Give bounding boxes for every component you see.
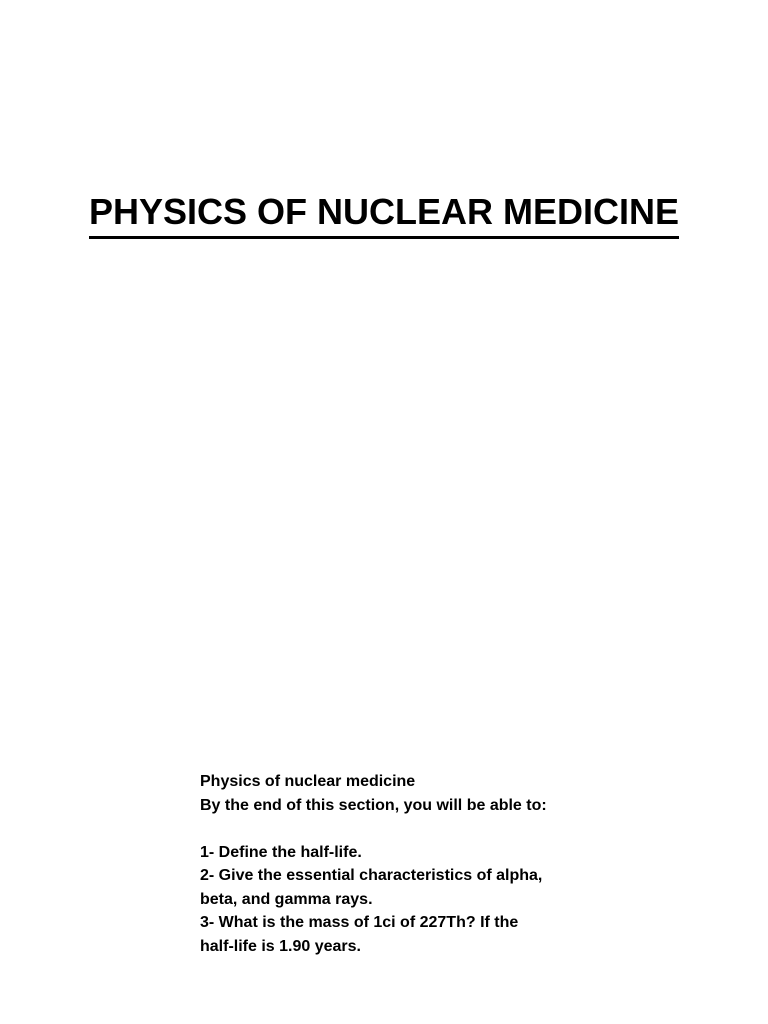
section-heading: Physics of nuclear medicine <box>200 773 416 790</box>
page-title-text: PHYSICS OF NUCLEAR MEDICINE <box>89 190 679 239</box>
objective-2-line-2: beta, and gamma rays. <box>200 890 373 908</box>
intro-text: By the end of this section, you will be able to: <box>200 796 547 814</box>
objective-1: 1- Define the half-life. <box>200 843 362 861</box>
learning-objectives-block <box>200 770 580 958</box>
objective-2-line-1: 2- Give the essential characteristics of alpha, <box>200 867 543 884</box>
objective-3-line-1: 3- What is the mass of 1ci of 227Th? If the <box>200 914 519 931</box>
objective-3-line-2: half-life is 1.90 years. <box>200 937 361 955</box>
page-title <box>0 190 768 239</box>
blank-line <box>200 817 580 841</box>
